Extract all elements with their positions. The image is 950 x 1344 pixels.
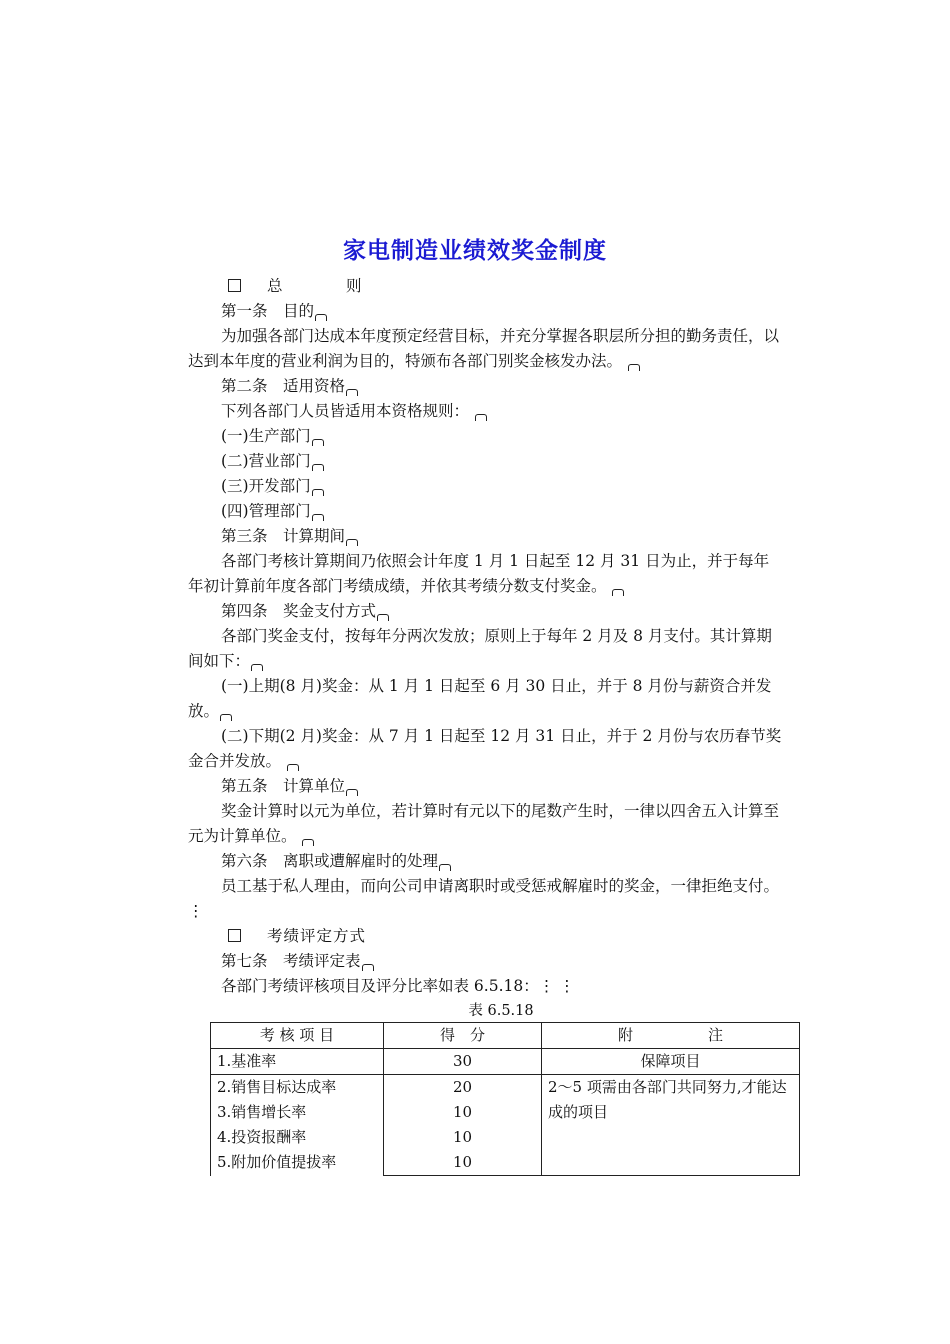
return-mark-icon — [439, 864, 451, 871]
table-score: 10 — [452, 1153, 473, 1171]
article-heading: 第六条 离职或遭解雇时的处理 — [188, 849, 784, 874]
list-item: (一)生产部门 — [188, 424, 784, 449]
article-body: 奖金计算时以元为单位，若计算时有元以下的尾数产生时，一律以四舍五入计算至元为计算单位。 — [188, 802, 780, 845]
return-mark-icon — [612, 589, 624, 596]
return-mark-icon — [287, 764, 299, 771]
return-mark-icon — [312, 464, 324, 471]
article-body: 各部门考核计算期间乃依照会计年度 1 月 1 日起至 12 月 31 日为止，并于每年年初计算前年度各部门考绩成绩，并依其考绩分数支付奖金。 — [188, 552, 770, 595]
checkbox-icon — [228, 929, 241, 942]
return-mark-icon — [377, 614, 389, 621]
table-score: 20 — [452, 1078, 473, 1096]
checkbox-icon — [228, 279, 241, 292]
table-cell-note: 保障项目 — [542, 1049, 800, 1075]
return-mark-icon — [362, 964, 374, 971]
table-score: 10 — [452, 1103, 473, 1121]
article-body: 下列各部门人员皆适用本资格规则： — [188, 399, 784, 424]
return-mark-icon — [312, 439, 324, 446]
table-row — [211, 1075, 800, 1176]
article-body: 各部门奖金支付，按每年分两次发放；原则上于每年 2 月及 8 月支付。其计算期间如下： — [188, 627, 772, 670]
table-row — [211, 1049, 800, 1075]
list-item: (二)营业部门 — [188, 449, 784, 474]
table-score: 10 — [452, 1128, 473, 1146]
article-heading: 第四条 奖金支付方式 — [188, 599, 784, 624]
table-caption: 表 6.5.18 — [468, 1003, 534, 1019]
end-mark: ⋮ — [188, 902, 204, 920]
table-item: 5.附加价值提拔率 — [217, 1153, 337, 1171]
table-header-row — [211, 1023, 800, 1049]
table-cell-note: 2～5 项需由各部门共同努力,才能达成的项目 — [542, 1075, 800, 1176]
section-heading: 总 则 — [188, 274, 784, 299]
return-mark-icon — [312, 514, 324, 521]
table-cell-scores — [384, 1075, 542, 1176]
column-header: 附 注 — [542, 1023, 800, 1049]
table-cell-score: 30 — [384, 1049, 542, 1075]
table-cell-item: 1.基准率 — [211, 1049, 384, 1075]
article-heading: 第一条 目的 — [188, 299, 784, 324]
return-mark-icon — [475, 414, 487, 421]
table-item: 3.销售增长率 — [217, 1103, 307, 1121]
list-item: (二)下期(2 月)奖金：从 7 月 1 日起至 12 月 31 日止，并于 2 月份与农历春节奖金合并发放。 — [188, 727, 782, 770]
return-mark-icon — [346, 539, 358, 546]
document-body — [188, 274, 787, 1176]
article-heading: 第三条 计算期间 — [188, 524, 784, 549]
return-mark-icon — [251, 664, 263, 671]
return-mark-icon — [315, 314, 327, 321]
table-item: 2.销售目标达成率 — [217, 1078, 337, 1096]
article-heading: 第七条 考绩评定表 — [188, 949, 784, 974]
evaluation-table — [210, 1022, 800, 1176]
article-body: 员工基于私人理由，而向公司申请离职时或受惩戒解雇时的奖金，一律拒绝支付。 ⋮ — [188, 877, 780, 920]
return-mark-icon — [628, 364, 640, 371]
section-heading: 考绩评定方式 — [188, 924, 784, 949]
return-mark-icon — [302, 839, 314, 846]
article-body: 各部门考绩评核项目及评分比率如表 6.5.18：⋮ ⋮ — [221, 977, 575, 995]
return-mark-icon — [312, 489, 324, 496]
return-mark-icon — [220, 714, 232, 721]
article-body: 为加强各部门达成本年度预定经营目标，并充分掌握各职层所分担的勤务责任，以达到本年度的营业利润为目的，特颁布各部门别奖金核发办法。 — [188, 327, 780, 370]
list-item: (一)上期(8 月)奖金：从 1 月 1 日起至 6 月 30 日止，并于 8 月份与薪资合并发放。 — [188, 677, 772, 720]
list-item: (三)开发部门 — [188, 474, 784, 499]
article-heading: 第二条 适用资格 — [188, 374, 784, 399]
column-header: 考 核 项 目 — [211, 1023, 384, 1049]
list-item: (四)管理部门 — [188, 499, 784, 524]
return-mark-icon — [346, 389, 358, 396]
table-item: 4.投资报酬率 — [217, 1128, 307, 1146]
article-heading: 第五条 计算单位 — [188, 774, 784, 799]
end-mark: ⋮ ⋮ — [538, 977, 575, 995]
return-mark-icon — [346, 789, 358, 796]
column-header: 得 分 — [384, 1023, 542, 1049]
table-cell-items — [211, 1075, 384, 1176]
page-title: 家电制造业绩效奖金制度 — [343, 238, 607, 264]
